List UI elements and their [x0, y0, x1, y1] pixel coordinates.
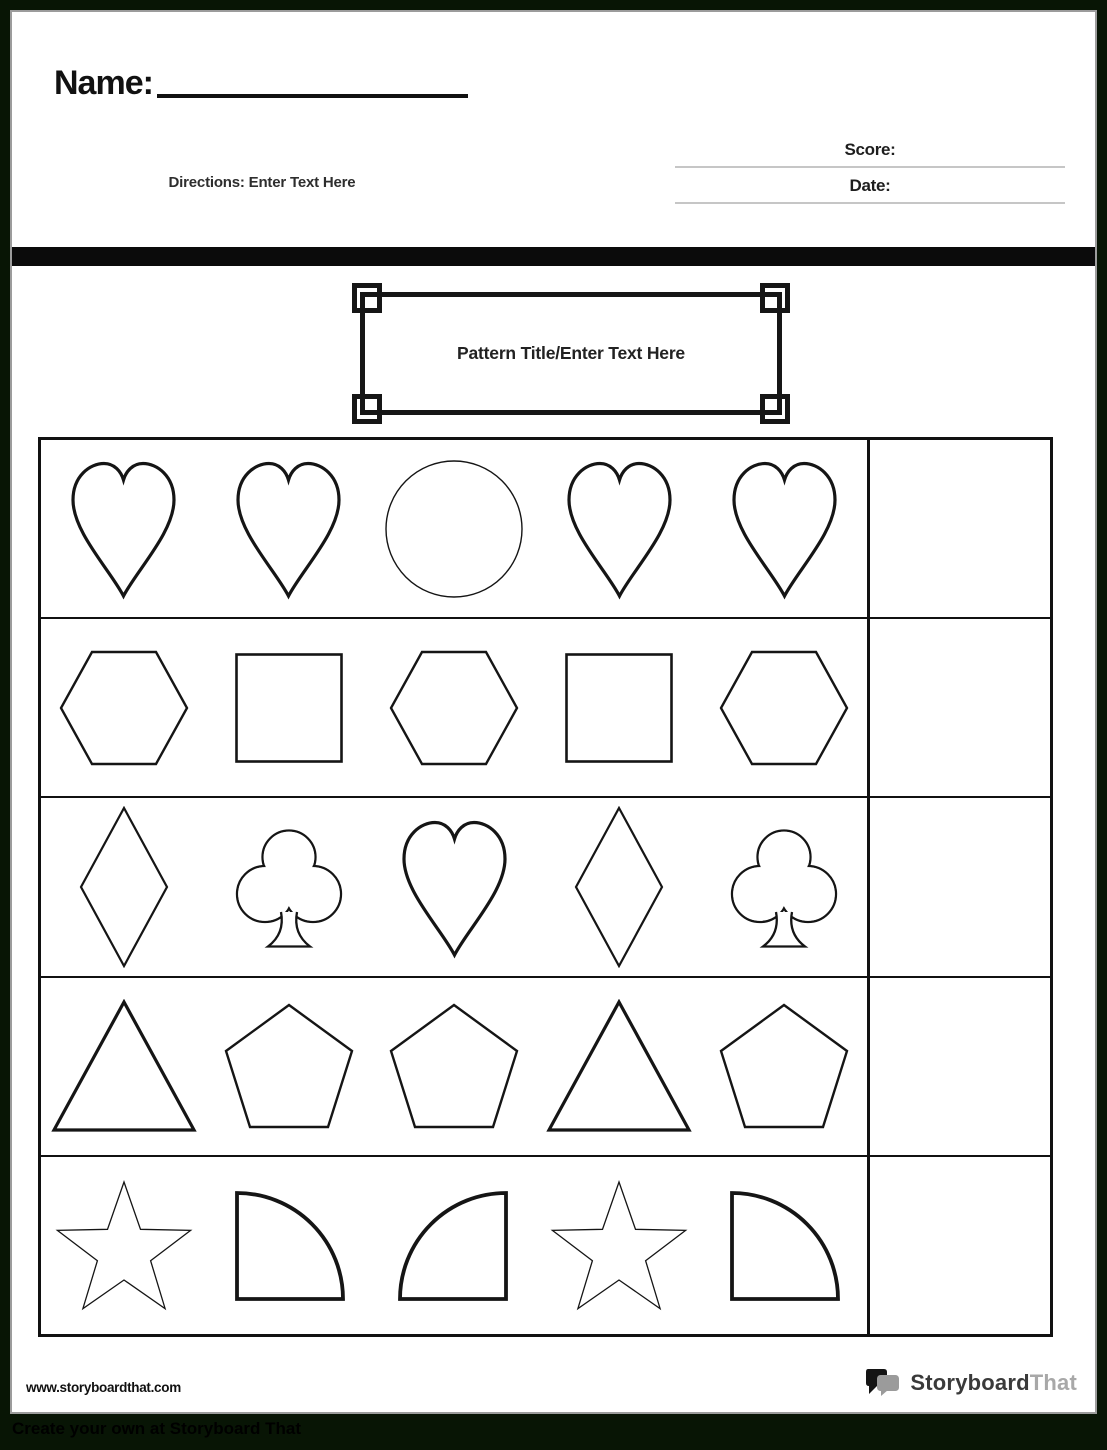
shape-cell	[537, 798, 702, 975]
divider-bar	[12, 247, 1095, 266]
circle-shape	[384, 459, 524, 599]
pentagon-shape	[388, 1002, 520, 1130]
quarter-circle-right-shape	[727, 1187, 841, 1303]
name-line	[157, 94, 468, 98]
club-shape	[231, 824, 347, 950]
shape-cell	[371, 978, 536, 1155]
shape-cell	[206, 619, 371, 796]
shape-cell	[702, 978, 867, 1155]
directions-placeholder[interactable]: Directions: Enter Text Here	[168, 174, 356, 191]
shape-cell	[537, 619, 702, 796]
bottom-banner-text: Create your own at Storyboard That	[12, 1419, 302, 1438]
shape-cell	[537, 1157, 702, 1334]
date-label: Date:	[849, 176, 891, 195]
square-shape	[234, 652, 344, 764]
shape-cell	[702, 1157, 867, 1334]
shape-cell	[41, 1157, 206, 1334]
shape-cell	[371, 798, 536, 975]
shape-cell	[702, 440, 867, 617]
worksheet-page	[12, 12, 1095, 1412]
star-shape	[549, 1178, 689, 1313]
answer-cell	[870, 619, 1050, 796]
footer-url-link[interactable]: www.storyboardthat.com	[26, 1380, 181, 1395]
shape-sequence	[41, 440, 870, 617]
pattern-row	[41, 619, 1050, 798]
corner-square-icon	[352, 394, 382, 424]
shape-cell	[206, 440, 371, 617]
shape-cell	[41, 798, 206, 975]
shape-sequence	[41, 798, 870, 975]
shape-sequence	[41, 978, 870, 1155]
heart-shape	[66, 456, 181, 601]
quarter-circle-left-shape	[397, 1187, 511, 1303]
star-shape	[54, 1178, 194, 1313]
storyboardthat-logo	[864, 1368, 1077, 1398]
name-row	[54, 66, 468, 100]
shape-sequence	[41, 619, 870, 796]
pattern-row	[41, 440, 1050, 619]
pentagon-shape	[223, 1002, 355, 1130]
pentagon-shape	[718, 1002, 850, 1130]
pattern-title-placeholder[interactable]: Pattern Title/Enter Text Here	[457, 343, 685, 363]
shape-cell	[537, 440, 702, 617]
answer-cell	[870, 1157, 1050, 1334]
hexagon-shape	[389, 650, 519, 766]
corner-square-icon	[760, 394, 790, 424]
diamond-shape	[79, 806, 169, 968]
triangle-shape	[546, 999, 692, 1133]
shape-cell	[702, 798, 867, 975]
score-date-block	[675, 140, 1065, 204]
answer-cell	[870, 978, 1050, 1155]
square-shape	[564, 652, 674, 764]
heart-shape	[231, 456, 346, 601]
heart-shape	[727, 456, 842, 601]
shape-cell	[371, 619, 536, 796]
triangle-shape	[51, 999, 197, 1133]
quarter-circle-right-shape	[232, 1187, 346, 1303]
answer-cell	[870, 440, 1050, 617]
score-label: Score:	[844, 140, 896, 159]
shape-cell	[206, 1157, 371, 1334]
shape-cell	[41, 619, 206, 796]
hexagon-shape	[59, 650, 189, 766]
diamond-shape	[574, 806, 664, 968]
name-label: Name:	[54, 64, 153, 102]
shape-cell	[537, 978, 702, 1155]
shape-cell	[371, 1157, 536, 1334]
hexagon-shape	[719, 650, 849, 766]
shape-sequence	[41, 1157, 870, 1334]
pattern-title-frame	[360, 292, 782, 415]
heart-shape	[562, 456, 677, 601]
corner-square-icon	[760, 283, 790, 313]
pattern-row	[41, 978, 1050, 1157]
answer-cell	[870, 798, 1050, 975]
shape-cell	[206, 978, 371, 1155]
shape-cell	[702, 619, 867, 796]
pattern-table	[38, 437, 1053, 1337]
corner-square-icon	[352, 283, 382, 313]
logo-that-text: That	[1029, 1370, 1077, 1395]
shape-cell	[371, 440, 536, 617]
pattern-row	[41, 798, 1050, 977]
shape-cell	[206, 798, 371, 975]
heart-shape	[397, 815, 512, 960]
date-line	[675, 202, 1065, 204]
pattern-row	[41, 1157, 1050, 1334]
logo-storyboard-text: Storyboard	[910, 1370, 1030, 1395]
shape-cell	[41, 440, 206, 617]
club-shape	[726, 824, 842, 950]
speech-bubbles-icon	[864, 1368, 902, 1398]
shape-cell	[41, 978, 206, 1155]
